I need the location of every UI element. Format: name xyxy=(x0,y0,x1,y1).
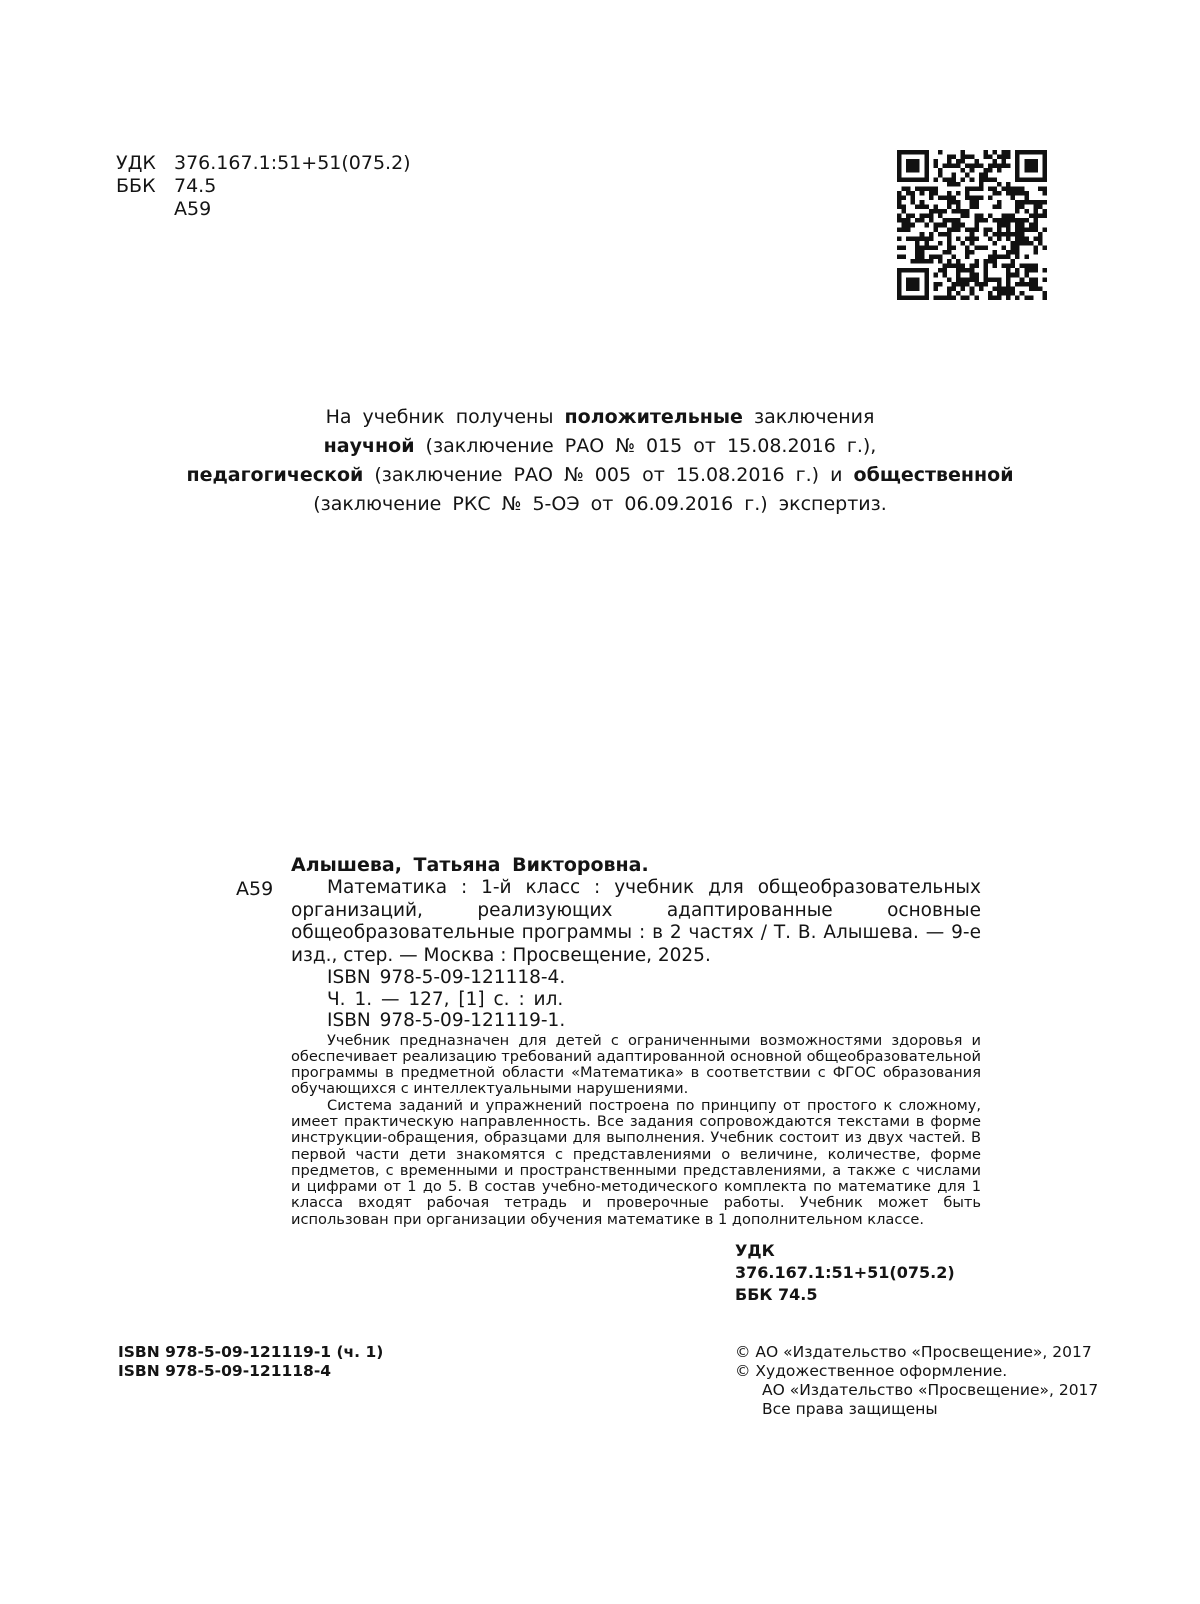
card-isbn-part: ISBN 978-5-09-121119-1. xyxy=(327,1010,566,1031)
udk-label: УДК xyxy=(116,152,156,174)
expertise-text: заключения xyxy=(742,406,875,428)
udk-row xyxy=(116,152,411,175)
expertise-bold: научной xyxy=(323,435,415,457)
isbn-line: ISBN 978-5-09-121119-1 (ч. 1) xyxy=(118,1343,384,1361)
expertise-bold: общественной xyxy=(853,464,1014,486)
expertise-line xyxy=(160,461,1040,490)
udk-value: 376.167.1:51+51(075.2) xyxy=(174,152,411,174)
expertise-line xyxy=(160,490,1040,519)
expertise-line xyxy=(160,403,1040,432)
bbk-row xyxy=(116,175,411,198)
card-udk: УДК 376.167.1:51+51(075.2) xyxy=(735,1241,955,1283)
qr-code-graphic xyxy=(897,150,1047,300)
author-mark-row xyxy=(116,198,411,221)
expertise-text: (заключение РАО № 015 от 15.08.2016 г.), xyxy=(414,435,877,457)
udk-header-block xyxy=(116,152,411,221)
bbk-value: 74.5 xyxy=(174,175,217,197)
author-mark: А59 xyxy=(174,198,212,220)
expertise-text: На учебник получены xyxy=(325,406,565,428)
card-annotation: Учебник предназначен для детей с ограниченными возможностями здоровья и обеспечивает реализацию требований адаптированной основной общеобразовательной программы в предметной области «Математика» в соответствии с ФГОС образования обучающихся с интеллектуальными нарушениями. xyxy=(291,1031,982,1098)
card-annotation: Система заданий и упражнений построена по принципу от простого к сложному, имеет практическую направленность. Все задания сопровождаются текстами в форме инструкции-обращения, образцами для выполнения. Учебник состоит из двух частей. В первой части дети знакомятся с представлениями о величине, количестве, форме предметов, с временными и пространственными представлениями, а также с числами и цифрами от 1 до 5. В состав учебно-методического комплекта по математике для 1 класса входят рабочая тетрадь и проверочные работы. Учебник может быть использован при организации обучения математике в 1 дополнительном классе. xyxy=(291,1096,981,1228)
copyright-block xyxy=(735,1343,1098,1419)
expertise-bold: положительные xyxy=(564,406,743,428)
copyright-line: АО «Издательство «Просвещение», 2017 xyxy=(762,1381,1099,1399)
isbn-block xyxy=(118,1343,383,1381)
copyright-line: © Художественное оформление. xyxy=(735,1362,1008,1380)
bbk-label: ББК xyxy=(116,175,156,197)
copyright-line: © АО «Издательство «Просвещение», 2017 xyxy=(735,1343,1092,1361)
isbn-line: ISBN 978-5-09-121118-4 xyxy=(118,1362,332,1380)
expertise-line xyxy=(160,432,1040,461)
card-bbk: ББК 74.5 xyxy=(735,1285,818,1305)
expertise-text: (заключение РАО № 005 от 15.08.2016 г.) и xyxy=(363,464,854,486)
catalog-card-code: А59 xyxy=(236,878,274,900)
qr-code-icon xyxy=(897,150,1047,300)
card-author: Алышева, Татьяна Викторовна. xyxy=(291,854,649,876)
copyright-line: Все права защищены xyxy=(762,1400,938,1418)
card-part-info: Ч. 1. — 127, [1] с. : ил. xyxy=(327,988,564,1010)
expertise-statement xyxy=(160,403,1040,519)
expertise-text: (заключение РКС № 5-ОЭ от 06.09.2016 г.) экспертиз. xyxy=(313,493,887,515)
expertise-bold: педагогической xyxy=(186,464,364,486)
card-description: Математика : 1-й класс : учебник для общеобразовательных организаций, реализующих адаптированные основные общеобразовательные программы : в 2 частях / Т. В. Алышева. — 9-е изд., стер. — Москва : Просвещение, 2025. xyxy=(291,877,981,966)
catalog-card xyxy=(291,854,981,1306)
card-isbn-full: ISBN 978-5-09-121118-4. xyxy=(327,967,566,988)
